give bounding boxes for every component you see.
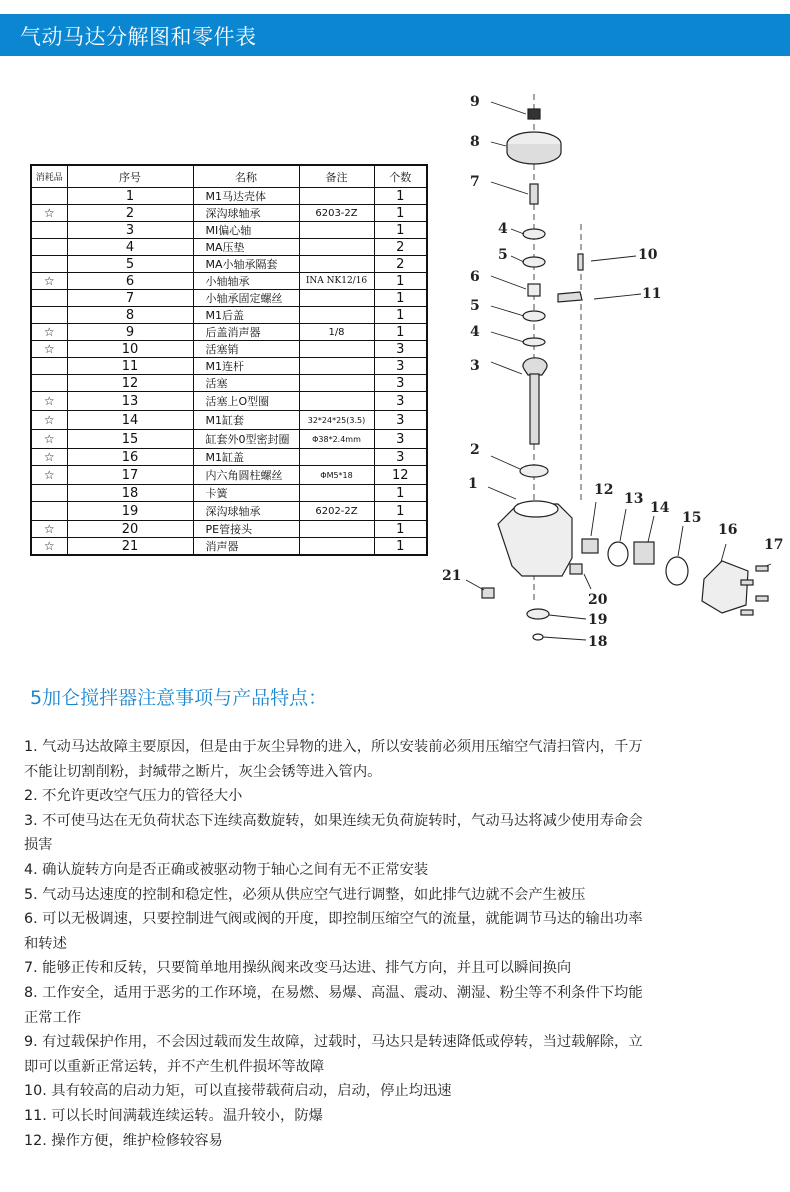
- note-cell: [299, 392, 374, 411]
- table-row: [31, 502, 427, 521]
- note-cell: [299, 307, 374, 324]
- qty-cell: 3: [374, 375, 427, 392]
- consumable-cell: ☆: [31, 449, 67, 466]
- qty-cell: 1: [374, 205, 427, 222]
- callout-2: 2: [470, 442, 480, 458]
- table-row: [31, 392, 427, 411]
- table-row: [31, 375, 427, 392]
- part-9-muffler: [528, 109, 540, 119]
- note-cell: [299, 239, 374, 256]
- note-cell: 6202-2Z: [299, 502, 374, 521]
- consumable-cell: [31, 307, 67, 324]
- callout-21: 21: [442, 568, 462, 584]
- table-row: [31, 256, 427, 273]
- table-row: [31, 307, 427, 324]
- consumable-cell: ☆: [31, 324, 67, 341]
- qty-cell: 1: [374, 290, 427, 307]
- note-line: 即可以重新正常运转，并不产生机件损坏等故障: [24, 1058, 325, 1075]
- callout-5b: 5: [470, 298, 480, 314]
- consumable-cell: ☆: [31, 205, 67, 222]
- column-header-note: 备注: [299, 165, 374, 188]
- part-15-seal: [666, 557, 688, 585]
- consumable-cell: ☆: [31, 466, 67, 485]
- table-row: [31, 341, 427, 358]
- name-cell: MI偏心轴: [193, 222, 299, 239]
- callout-11: 11: [642, 286, 662, 302]
- name-cell: M1缸套: [193, 411, 299, 430]
- qty-cell: 3: [374, 358, 427, 375]
- part-20-fitting: [570, 564, 582, 574]
- qty-cell: 1: [374, 324, 427, 341]
- name-cell: MA压垫: [193, 239, 299, 256]
- note-line: 正常工作: [24, 1009, 82, 1026]
- name-cell: 深沟球轴承: [193, 205, 299, 222]
- qty-cell: 1: [374, 273, 427, 290]
- note-line: 7. 能够正传和反转，只要简单地用操纵阀来改变马达进、排气方向，并且可以瞬间换向: [24, 960, 572, 977]
- no-cell: 21: [67, 538, 193, 556]
- table-row: [31, 411, 427, 430]
- name-cell: PE管接头: [193, 521, 299, 538]
- no-cell: 17: [67, 466, 193, 485]
- note-line: 和转述: [24, 935, 67, 952]
- qty-cell: 1: [374, 188, 427, 205]
- no-cell: 13: [67, 392, 193, 411]
- consumable-cell: [31, 502, 67, 521]
- note-cell: 32*24*25(3.5): [299, 411, 374, 430]
- name-cell: 深沟球轴承: [193, 502, 299, 521]
- note-cell: [299, 375, 374, 392]
- note-cell: [299, 290, 374, 307]
- qty-cell: 1: [374, 538, 427, 556]
- note-line: 损害: [24, 837, 53, 854]
- qty-cell: 12: [374, 466, 427, 485]
- callout-13: 13: [624, 491, 644, 507]
- no-cell: 8: [67, 307, 193, 324]
- no-cell: 11: [67, 358, 193, 375]
- note-line: 9. 有过载保护作用，不会因过载而发生故障，过载时，马达只是转速降低或停转，当过载解除，立: [24, 1034, 643, 1051]
- parts-table: [30, 164, 428, 556]
- no-cell: 4: [67, 239, 193, 256]
- no-cell: 19: [67, 502, 193, 521]
- callout-4: 4: [498, 221, 508, 237]
- name-cell: MA小轴承隔套: [193, 256, 299, 273]
- part-7-screw: [530, 184, 538, 204]
- callout-10: 10: [638, 247, 658, 263]
- note-cell: [299, 485, 374, 502]
- qty-cell: 2: [374, 239, 427, 256]
- note-line: 2. 不允许更改空气压力的管径大小: [24, 788, 243, 805]
- name-cell: M1马达壳体: [193, 188, 299, 205]
- qty-cell: 2: [374, 256, 427, 273]
- consumable-cell: [31, 188, 67, 205]
- callout-20: 20: [588, 592, 608, 608]
- note-line: 不能让切割削粉，封缄带之断片，灰尘会锈等进入管内。: [24, 763, 382, 780]
- callout-5: 5: [498, 247, 508, 263]
- consumable-cell: ☆: [31, 341, 67, 358]
- part-18-circlip: [533, 634, 543, 640]
- callout-8: 8: [470, 134, 480, 150]
- no-cell: 2: [67, 205, 193, 222]
- note-line: 10. 具有较高的启动力矩，可以直接带载荷启动，启动，停止均迅速: [24, 1083, 452, 1100]
- table-row: [31, 188, 427, 205]
- table-row: [31, 485, 427, 502]
- page-title: 气动马达分解图和零件表: [20, 25, 257, 49]
- qty-cell: 3: [374, 341, 427, 358]
- note-line: 3. 不可使马达在无负荷状态下连续高数旋转，如果连续无负荷旋转时，气动马达将减少使用寿命会: [24, 812, 643, 829]
- table-row: [31, 521, 427, 538]
- table-row: [31, 358, 427, 375]
- qty-cell: 1: [374, 307, 427, 324]
- column-header-qty: 个数: [374, 165, 427, 188]
- note-cell: 6203-2Z: [299, 205, 374, 222]
- no-cell: 3: [67, 222, 193, 239]
- no-cell: 14: [67, 411, 193, 430]
- no-cell: 15: [67, 430, 193, 449]
- consumable-cell: ☆: [31, 430, 67, 449]
- part-16-cap: [702, 561, 748, 613]
- part-2-bearing: [520, 465, 548, 477]
- consumable-cell: [31, 222, 67, 239]
- note-line: 4. 确认旋转方向是否正确或被驱动物于轴心之间有无不正常安装: [24, 861, 429, 878]
- name-cell: 卡簧: [193, 485, 299, 502]
- name-cell: M1后盖: [193, 307, 299, 324]
- consumable-cell: [31, 239, 67, 256]
- callout-16: 16: [718, 522, 738, 538]
- consumable-cell: ☆: [31, 521, 67, 538]
- part-5-spacer: [523, 257, 545, 267]
- qty-cell: 1: [374, 502, 427, 521]
- table-row: [31, 239, 427, 256]
- name-cell: M1缸盖: [193, 449, 299, 466]
- consumable-cell: ☆: [31, 411, 67, 430]
- name-cell: M1连杆: [193, 358, 299, 375]
- table-row: [31, 466, 427, 485]
- table-row: [31, 290, 427, 307]
- note-line: 5. 气动马达速度的控制和稳定性，必须从供应空气进行调整，如此排气边就不会产生被压: [24, 886, 586, 903]
- note-cell: ΦM5*18: [299, 466, 374, 485]
- note-cell: [299, 341, 374, 358]
- callout-3: 3: [470, 358, 480, 374]
- note-line: 12. 操作方便，维护检修较容易: [24, 1132, 223, 1149]
- callout-18: 18: [588, 634, 608, 650]
- no-cell: 6: [67, 273, 193, 290]
- consumable-cell: ☆: [31, 392, 67, 411]
- qty-cell: 1: [374, 485, 427, 502]
- qty-cell: 3: [374, 411, 427, 430]
- column-header-consumable: 消耗品: [31, 165, 67, 188]
- part-13-o-ring: [608, 542, 628, 566]
- callout-17: 17: [764, 537, 784, 553]
- name-cell: 缸套外0型密封圈: [193, 430, 299, 449]
- no-cell: 16: [67, 449, 193, 466]
- name-cell: 小轴承固定螺丝: [193, 290, 299, 307]
- table-row: [31, 449, 427, 466]
- note-line: 11. 可以长时间满载连续运转。温升较小，防爆: [24, 1107, 323, 1124]
- note-cell: [299, 188, 374, 205]
- name-cell: 小轴轴承: [193, 273, 299, 290]
- note-cell: INA NK12/16: [299, 273, 374, 290]
- note-cell: [299, 521, 374, 538]
- qty-cell: 3: [374, 449, 427, 466]
- note-cell: Φ38*2.4mm: [299, 430, 374, 449]
- part-3-eccentric-shaft: [523, 358, 547, 375]
- note-cell: [299, 449, 374, 466]
- table-row: [31, 273, 427, 290]
- note-line: 6. 可以无极调速，只要控制进气阀或阀的开度，即控制压缩空气的流量，就能调节马达的输出功率: [24, 911, 643, 928]
- no-cell: 18: [67, 485, 193, 502]
- note-cell: [299, 358, 374, 375]
- part-6-bearing: [528, 284, 540, 296]
- table-row: [31, 205, 427, 222]
- callout-14: 14: [650, 500, 670, 516]
- qty-cell: 3: [374, 392, 427, 411]
- exploded-diagram: [436, 84, 786, 654]
- column-header-no: 序号: [67, 165, 193, 188]
- name-cell: 活塞上O型圈: [193, 392, 299, 411]
- name-cell: 后盖消声器: [193, 324, 299, 341]
- consumable-cell: [31, 256, 67, 273]
- callout-15: 15: [682, 510, 702, 526]
- table-row: [31, 222, 427, 239]
- callout-12: 12: [594, 482, 614, 498]
- callout-19: 19: [588, 612, 608, 628]
- section-title: 5加仑搅拌器注意事项与产品特点：: [30, 687, 328, 709]
- consumable-cell: [31, 485, 67, 502]
- part-4-washer: [523, 229, 545, 239]
- note-line: 1. 气动马达故障主要原因，但是由于灰尘异物的进入，所以安装前必须用压缩空气清扫管内，千万: [24, 739, 643, 755]
- no-cell: 12: [67, 375, 193, 392]
- table-row: [31, 538, 427, 556]
- no-cell: 7: [67, 290, 193, 307]
- name-cell: 内六角圆柱螺丝: [193, 466, 299, 485]
- column-header-name: 名称: [193, 165, 299, 188]
- note-cell: [299, 256, 374, 273]
- consumable-cell: [31, 290, 67, 307]
- callout-6: 6: [470, 269, 480, 285]
- no-cell: 5: [67, 256, 193, 273]
- title-bar: [0, 14, 790, 56]
- part-14-sleeve: [634, 542, 654, 564]
- name-cell: 活塞: [193, 375, 299, 392]
- name-cell: 活塞销: [193, 341, 299, 358]
- name-cell: 消声器: [193, 538, 299, 556]
- notes-list: [24, 735, 766, 1153]
- part-11-rod: [558, 292, 582, 302]
- consumable-cell: ☆: [31, 273, 67, 290]
- callout-9: 9: [470, 94, 480, 110]
- part-10-pin: [578, 254, 583, 270]
- consumable-cell: ☆: [31, 538, 67, 556]
- table-row: [31, 430, 427, 449]
- no-cell: 10: [67, 341, 193, 358]
- note-cell: 1/8: [299, 324, 374, 341]
- qty-cell: 3: [374, 430, 427, 449]
- note-line: 8. 工作安全，适用于恶劣的工作环境，在易燃、易爆、高温、震动、潮湿、粉尘等不利条件下均能: [24, 984, 643, 1001]
- no-cell: 1: [67, 188, 193, 205]
- callout-1: 1: [468, 476, 478, 492]
- note-cell: [299, 538, 374, 556]
- callout-7: 7: [470, 174, 480, 190]
- qty-cell: 1: [374, 222, 427, 239]
- table-header-row: [31, 165, 427, 188]
- consumable-cell: [31, 375, 67, 392]
- part-19-bearing: [527, 609, 549, 619]
- consumable-cell: [31, 358, 67, 375]
- no-cell: 20: [67, 521, 193, 538]
- note-cell: [299, 222, 374, 239]
- part-12-piston: [582, 539, 598, 553]
- qty-cell: 1: [374, 521, 427, 538]
- table-row: [31, 324, 427, 341]
- callout-4b: 4: [470, 324, 480, 340]
- no-cell: 9: [67, 324, 193, 341]
